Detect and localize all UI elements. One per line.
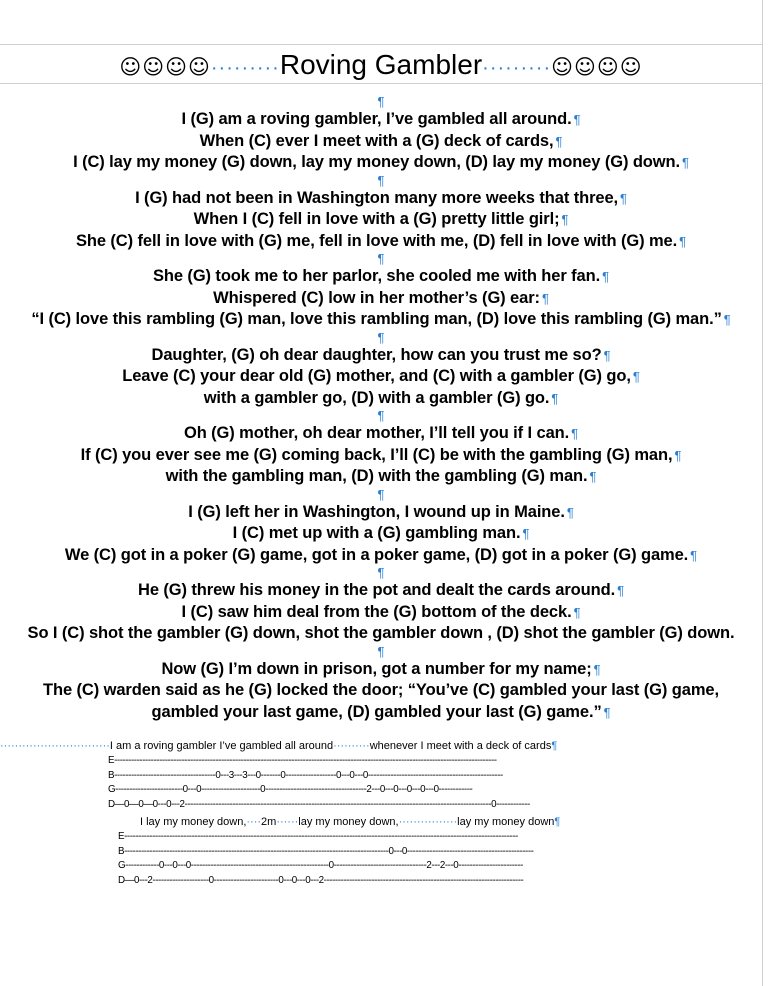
pilcrow-icon: ¶ [617, 583, 624, 598]
smiley-icon: ☺☺☺☺ [119, 55, 211, 79]
pilcrow-icon: ¶ [541, 290, 549, 306]
pilcrow-icon: ¶ [589, 469, 597, 484]
tab-header-1 [0, 738, 762, 754]
tab-lyric: I lay my money down, [140, 816, 247, 828]
leader-dots: ················ [398, 816, 458, 828]
lyric-line: I (C) lay my money (G) down, lay my money down, (D) lay my money (G) down. ¶ [73, 153, 689, 171]
pilcrow-icon: ¶ [571, 426, 579, 441]
pilcrow-icon: ¶ [555, 133, 563, 149]
title-dots-right: ········· [482, 57, 552, 79]
pilcrow-icon: ¶ [522, 526, 530, 541]
smiley-icon: ☺☺☺☺ [551, 55, 643, 79]
pilcrow-icon: ¶ [554, 816, 561, 828]
pilcrow-icon: ¶ [377, 643, 385, 659]
pilcrow-icon: ¶ [690, 547, 698, 563]
pilcrow-icon: ¶ [377, 251, 385, 266]
pilcrow-icon: ¶ [551, 740, 558, 752]
leader-dots: ······ [276, 816, 299, 828]
leader-dots: ······························ [0, 740, 110, 752]
lyric-line: We (C) got in a poker (G) game, got in a poker game, (D) got in a poker (G) game. ¶ [64, 545, 698, 564]
pilcrow-icon: ¶ [603, 704, 611, 720]
tab-string-e: E---------------------------------------------------------------------------------------------------------------------------------------- [108, 755, 497, 766]
tab-lyric: I am a roving gambler I’ve gambled all around [109, 740, 334, 752]
pilcrow-icon: ¶ [377, 94, 385, 109]
lyric-line: I (C) met up with a (G) gambling man. ¶ [232, 524, 530, 542]
lyric-line: with a gambler go, (D) with a gambler (G) go. ¶ [203, 388, 559, 407]
song-title [0, 46, 762, 84]
pilcrow-icon: ¶ [723, 312, 731, 327]
pilcrow-icon: ¶ [681, 155, 689, 170]
lyric-line: I (G) am a roving gambler, I’ve gambled all around. ¶ [181, 110, 581, 128]
lyric-line: I (G) had not been in Washington many more weeks that three, ¶ [135, 188, 627, 207]
lyric-line: “I (C) love this rambling (G) man, love this rambling man, (D) love this rambling (G) man.” ¶ [31, 310, 731, 328]
lyric-line: Daughter, (G) oh dear daughter, how can you trust me so? ¶ [151, 345, 611, 364]
pilcrow-icon: ¶ [566, 504, 574, 520]
pilcrow-icon: ¶ [679, 233, 687, 249]
tab-string-g: G------------0---0---0-------------------------------------------------0---------------------------------2---2---0----------------------- [118, 860, 523, 872]
tab-lyric: 2m [261, 816, 277, 828]
tab-staff-1 [108, 754, 530, 812]
tab-header-2 [140, 814, 760, 830]
lyric-line: The (C) warden said as he (G) locked the door; “You’ve (C) gambled your last (G) game, [43, 681, 719, 699]
tab-staff-2 [118, 830, 533, 888]
tab-lyric: lay my money down [457, 816, 555, 828]
leader-dots: ···· [246, 816, 262, 828]
lyric-line: Now (G) I’m down in prison, got a number for my name; ¶ [161, 659, 601, 678]
lyric-line: He (G) threw his money in the pot and dealt the cards around. ¶ [138, 581, 624, 599]
lyrics-body [0, 95, 762, 723]
pilcrow-icon: ¶ [377, 408, 385, 423]
tab-string-d: D—0---2--------------------0-----------------------0---0---0---2----------------------------------------------------------------------- [118, 874, 524, 886]
tab-string-d: D—0—0—0---0---2-------------------------------------------------------------------------------------------------------------0------------ [108, 798, 530, 810]
pilcrow-icon: ¶ [620, 190, 627, 206]
page-right-border [762, 0, 763, 986]
pilcrow-icon: ¶ [551, 390, 559, 406]
tab-string-b: B----------------------------------------------------------------------------------------------0---0--------------------------------------------- [118, 845, 534, 857]
lyric-line: with the gambling man, (D) with the gambling (G) man. ¶ [165, 467, 597, 485]
tab-lyric: whenever I meet with a deck of cards [369, 740, 552, 752]
pilcrow-icon: ¶ [377, 565, 385, 580]
pilcrow-icon: ¶ [573, 604, 581, 620]
pilcrow-icon: ¶ [377, 172, 385, 188]
page-title: Roving Gambler [279, 49, 483, 80]
lyric-line: I (G) left her in Washington, I wound up in Maine. ¶ [188, 502, 574, 521]
tab-string-b: B------------------------------------0---3---3---0-------0------------------0---0---0------------------------------------------------ [108, 769, 503, 781]
lyric-line: I (C) saw him deal from the (G) bottom of the deck. ¶ [181, 602, 581, 621]
leader-dots: ·········· [333, 740, 370, 752]
pilcrow-icon: ¶ [561, 212, 569, 227]
lyric-line: She (G) took me to her parlor, she cooled me with her fan. ¶ [152, 267, 609, 285]
lyric-line: When (C) ever I meet with a (G) deck of cards, ¶ [199, 131, 563, 150]
tab-lyric: lay my money down, [298, 816, 399, 828]
pilcrow-icon: ¶ [377, 486, 385, 502]
title-top-rule [0, 44, 762, 45]
pilcrow-icon: ¶ [674, 447, 682, 463]
lyric-line: Leave (C) your dear old (G) mother, and (C) with a gambler (G) go, ¶ [122, 367, 640, 385]
lyric-line: So I (C) shot the gambler (G) down, shot the gambler down , (D) shot the gambler (G) down. [27, 624, 735, 642]
pilcrow-icon: ¶ [573, 112, 581, 127]
lyric-line: gambled your last game, (D) gambled your last (G) game.” ¶ [151, 702, 611, 721]
pilcrow-icon: ¶ [593, 661, 601, 677]
lyric-line: If (C) you ever see me (G) coming back, I’ll (C) be with the gambling (G) man, ¶ [80, 445, 682, 464]
lyric-line: Whispered (C) low in her mother’s (G) ear: ¶ [213, 288, 549, 307]
title-dots-left: ········· [210, 57, 280, 79]
lyric-line: When I (C) fell in love with a (G) pretty little girl; ¶ [193, 210, 569, 228]
tab-string-g: G------------------------0---0---------------------0------------------------------------2---0---0---0---0---0------------ [108, 784, 473, 796]
pilcrow-icon: ¶ [602, 269, 609, 284]
pilcrow-icon: ¶ [632, 369, 640, 384]
lyric-line: She (C) fell in love with (G) me, fell in love with me, (D) fell in love with (G) me. ¶ [75, 231, 687, 250]
lyric-line: Oh (G) mother, oh dear mother, I’ll tell you if I can. ¶ [183, 424, 579, 442]
tab-string-e: E-------------------------------------------------------------------------------------------------------------------------------------------- [118, 831, 518, 842]
pilcrow-icon: ¶ [603, 347, 611, 363]
pilcrow-icon: ¶ [377, 329, 385, 345]
